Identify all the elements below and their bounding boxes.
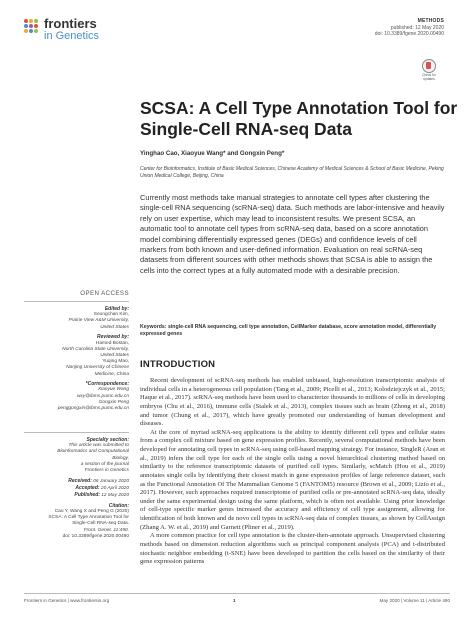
citation-line: Single-Cell RNA-seq Data. — [72, 521, 129, 527]
specialty-line: This article was submitted to — [68, 443, 129, 449]
intro-paragraph: A more common practice for cell type annotation is the cluster-then-annotate approach. Unsupervised clustering methods based on dimension reduction algorithms such as principal component analysis (PCA) and t-distributed stochastic neighbor embedding (t-SNE) have been developed to partition the cells based on the similarity of their gene expression patterns — [140, 532, 445, 566]
citation-line: SCSA: A Cell Type Annotation Tool for — [48, 515, 129, 521]
sidebar-divider — [24, 432, 129, 433]
correspondence-email[interactable]: wxy@ibms.pumc.edu.cn — [76, 393, 129, 399]
editor-line: United States — [100, 324, 129, 330]
updates-label: Check for updates — [422, 73, 436, 81]
article-doi[interactable]: doi: 10.3389/fgene.2020.00490 — [374, 31, 444, 37]
reviewer-line: Yuqing Mao, — [102, 359, 129, 365]
article-affiliation: Center for Bioinformatics, Institute of Basic Medical Sciences, Chinese Academy of Medical Sciences & School of Basic Medicine, Peking Union Medical College, Beijing, China — [140, 166, 444, 179]
intro-paragraph: Recent development of scRNA-seq methods has enabled unbiased, high-resolution transcriptomic analysis of individual cells in a heterogeneous cell population (Tang et al., 2009; Picelli et al., 2013; Kolodziejczyk et al., 2015; Haque et al., 2017). scRNA-seq methods have been used to characterize thousands to millions of cells in developing embryos (Chu et al., 2016), immune cells (Stalek et al., 2013), complex tissues such as brain (Zhong et al., 2018) and tumor (Chung et al., 2017), which have greatly promoted our understanding of human development and diseases. — [140, 377, 445, 428]
citation-line: Cao Y, Wang X and Peng G (2020) — [54, 509, 129, 515]
accepted-label: Accepted: — [75, 484, 100, 491]
reviewer-line: United States — [100, 352, 129, 358]
article-meta — [375, 18, 444, 38]
keywords-label: Keywords: — [140, 324, 167, 330]
reviewer-line: Nanjing University of Chinese — [66, 365, 129, 371]
citation-label: Citation: — [108, 502, 129, 509]
editor-line: Prairie View A&M University, — [68, 318, 129, 324]
article-title: SCSA: A Cell Type Annotation Tool for Single-Cell RNA-seq Data — [140, 98, 458, 139]
accepted-date: 20 April 2020 — [100, 485, 129, 491]
logo-journal: in Genetics — [44, 30, 100, 42]
article-authors[interactable]: Yinghao Cao, Xiaoyue Wang* and Gongxin Peng* — [140, 150, 285, 157]
sidebar-divider — [24, 301, 129, 302]
specialty-line: Biology, — [112, 455, 129, 461]
editor-line: Seungchan Kim, — [93, 312, 129, 318]
citation-doi[interactable]: doi: 10.3389/fgene.2020.00490 — [62, 533, 129, 539]
specialty-line: Frontiers in Genetics — [84, 468, 129, 474]
reviewer-line: North Carolina State University, — [62, 346, 129, 352]
reviewer-line: Medicine, China — [94, 371, 129, 377]
specialty-label: Specialty section: — [86, 437, 129, 443]
page-number: 1 — [233, 598, 236, 603]
sidebar-publication — [24, 437, 129, 544]
article-keywords — [140, 324, 445, 338]
received-label: Received: — [68, 477, 92, 484]
open-access-badge: OPEN ACCESS — [80, 290, 129, 297]
intro-heading: INTRODUCTION — [140, 359, 216, 370]
correspondence-label: *Correspondence: — [85, 381, 129, 388]
article-abstract: Currently most methods take manual strategies to annotate cell types after clustering the single-cell RNA sequencing (scRNA-seq) data. Such methods are labor-intensive and heavily rely on user expertise, which may lead to inconsistent results. We present SCSA, an automatic tool to annotate cell types from scRNA-seq data, based on a score annotation model combining differentially expressed genes (DEGs) and confidence levels of cell markers from both known and user-defined information. Evaluation on real scRNA-seq datasets from different sources with other methods shows that SCSA is able to assign the cells into the correct types at a fully automated mode with a desirable precision. — [140, 193, 445, 275]
correspondence-name: Xiaoyue Wang — [97, 387, 129, 393]
published-date-sidebar: 12 May 2020 — [101, 493, 129, 499]
footer-divider — [24, 593, 450, 594]
reviewed-by-label: Reviewed by: — [97, 334, 129, 341]
specialty-line: a section of the journal — [80, 461, 129, 467]
logo-brand: frontiers — [44, 16, 97, 31]
correspondence-name: Gongxin Peng — [98, 399, 129, 405]
sidebar-editorial — [24, 306, 129, 416]
published-date: published: 12 May 2020 — [390, 24, 444, 31]
received-date: 06 January 2020 — [93, 478, 129, 484]
specialty-line: Bioinformatics and Computational — [57, 449, 129, 455]
frontiers-dots-icon — [24, 19, 39, 34]
reviewer-line: Hamed Bostan, — [95, 340, 129, 346]
intro-body — [140, 377, 445, 567]
edited-by-label: Edited by: — [104, 306, 129, 312]
correspondence-email[interactable]: penggongxin@ibms.pumc.edu.cn — [57, 406, 129, 412]
frontiers-logo[interactable] — [24, 17, 144, 49]
footer-volume: May 2020 | Volume 11 | Article 490 — [379, 598, 450, 603]
article-type: METHODS — [417, 18, 444, 24]
published-label: Published: — [74, 492, 100, 499]
keywords-text: single-cell RNA sequencing, cell type annotation, CellMarker database, score annotation model, differentially expressed genes — [140, 324, 437, 337]
intro-paragraph: At the core of myriad scRNA-seq applications is the ability to identify different cell types and cellular states from a complex cell mixture based on gene expression profiles. Recently, several computational methods have been developed for annotating cell types in scRNA-seq using cell-based mapping strategy. For instance, SingleR (Aran et al., 2019) infers the cell type for each of the single cells using a novel hierarchical clustering method based on similarity to the reference transcriptomic datasets of purified cell types. Similarly, scMatch (Hou et al., 2019) annotates single cells by identifying their closest match in gene expression profiles of large reference dataset, such as the Functional Annotation Of The Mammalian Genome 5 (FANTOM5) resource (Brown et al., 2009; Lizio et al., 2017). However, such approaches required transcriptome of purified cells or pre-annotated scRNA-seq data, ideally under the same experimental design using the same platform, which is often not available. Using prior knowledge of cell-type specific marker genes increased the accuracy and efficiency of cell type assignment, allowing for identification of both known and de novo cell types in scRNA-seq data of complex tissues, as shown by CellAssign (Zhang A. W. et al., 2019) and Garnett (Pliner et al., 2019). — [140, 428, 445, 531]
footer-journal-link[interactable]: Frontiers in Genetics | www.frontiersin.org — [24, 598, 110, 603]
citation-line: Front. Genet. 11:490. — [83, 527, 129, 533]
updates-icon — [422, 59, 436, 73]
check-updates-button[interactable] — [418, 59, 440, 81]
